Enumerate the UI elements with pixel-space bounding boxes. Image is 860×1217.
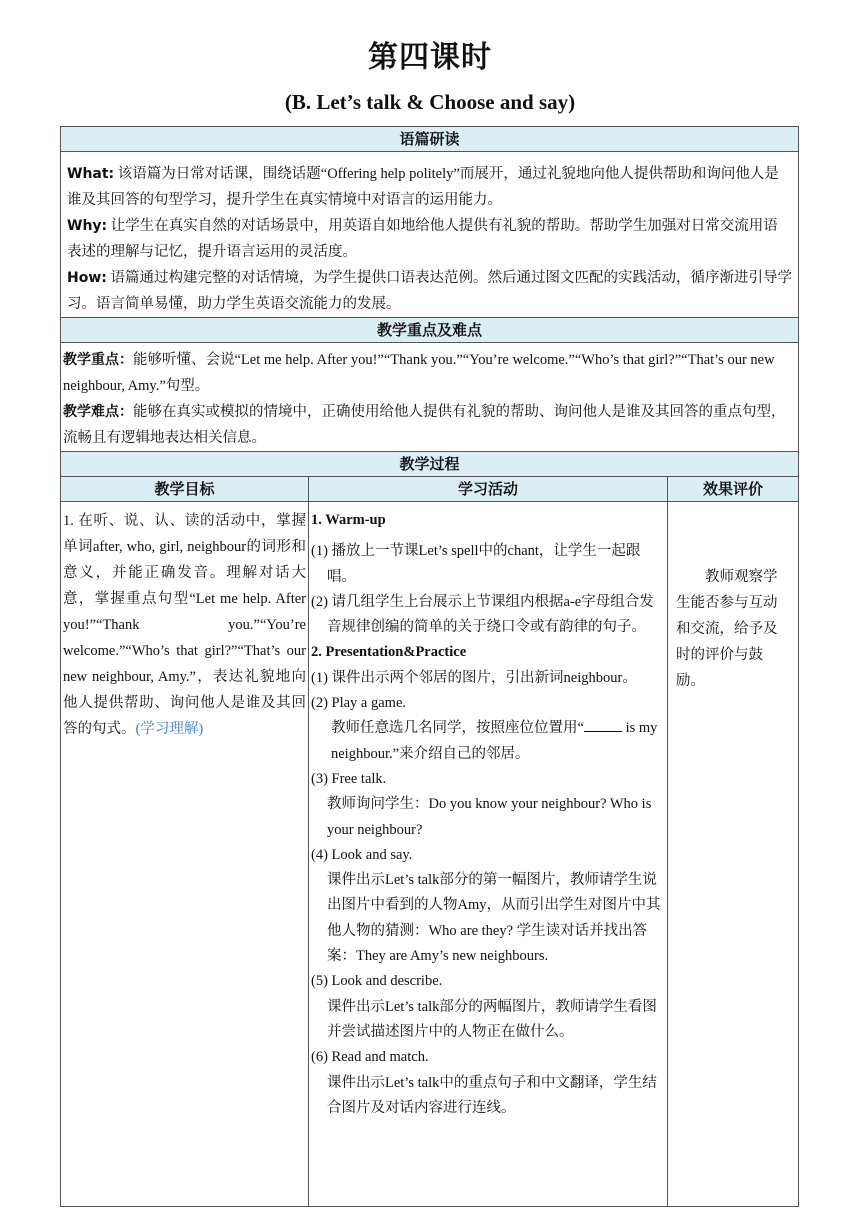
warmup-step-1: (1) 播放上一节课Let’s spell中的chant，让学生一起跟唱。 bbox=[311, 543, 641, 585]
practice-step-6-detail: 课件出示Let’s talk中的重点句子和中文翻译，学生结合图片及对话内容进行连线。 bbox=[327, 1074, 657, 1116]
fill-blank bbox=[584, 717, 622, 732]
presentation-title: 2. Presentation&Practice bbox=[311, 644, 467, 661]
column-header-goal: 教学目标 bbox=[61, 477, 309, 502]
practice-step-5-detail: 课件出示Let’s talk部分的两幅图片，教师请学生看图并尝试描述图片中的人物正在做什么。 bbox=[327, 998, 657, 1040]
practice-step-4-detail: 课件出示Let’s talk部分的第一幅图片，教师请学生说出图片中看到的人物Amy，从而引出学生对图片中其他人物的猜测：Who are they? 学生读对话并找出答案：They are Amy’s new neighbours. bbox=[327, 872, 661, 965]
what-paragraph: What: 该语篇为日常对话课，围绕话题“Offering help politely”而展开，通过礼貌地向他人提供帮助和询问他人是谁及其回答的句型学习，提升学生在真实情境中对语言的运用能力。 bbox=[67, 166, 779, 208]
practice-step-2-detail: 教师任意选几名同学，按照座位位置用“ is my neighbour.”来介绍自己的邻居。 bbox=[311, 716, 665, 767]
learning-activity-cell bbox=[309, 502, 668, 1207]
warmup-step-2: (2) 请几组学生上台展示上节课组内根据a-e字母组合发音规律创编的简单的关于绕口令或有韵律的句子。 bbox=[311, 593, 654, 636]
section-heading-text-analysis: 语篇研读 bbox=[61, 127, 799, 152]
practice-step-3-detail: 教师询问学生：Do you know your neighbour? Who is your neighbour? bbox=[327, 796, 652, 838]
evaluation-cell bbox=[668, 502, 799, 1207]
how-paragraph: How: 语篇通过构建完整的对话情境，为学生提供口语表达范例。然后通过图文匹配的实践活动，循序渐进引导学习。语言简单易懂，助力学生英语交流能力的发展。 bbox=[67, 270, 792, 312]
why-paragraph: Why: 让学生在真实自然的对话场景中，用英语自如地给他人提供有礼貌的帮助。帮助学生加强对日常交流用语表述的理解与记忆，提升语言运用的灵活度。 bbox=[67, 218, 778, 260]
teaching-difficulty: 教学难点：能够在真实或模拟的情境中，正确使用给他人提供有礼貌的帮助、询问他人是谁及其回答的重点句型，流畅且有逻辑地表达相关信息。 bbox=[63, 404, 786, 446]
evaluation-text: 教师观察学生能否参与互动和交流，给予及时的评价与鼓励。 bbox=[676, 569, 778, 689]
teaching-goal-cell: 1. 在听、说、认、读的活动中，掌握单词after, who, girl, neighbour的词形和意义，并能正确发音。理解对话大意，掌握重点句型“Let me help. After you!”“Thank you.”“You’re welcome.”“Who’s that girl?”“That’s our new neighbour, Amy.”，表达礼貌地向他人提供帮助、询问他人是谁及其回答的句式。(学习理解) bbox=[61, 502, 309, 1207]
lesson-subtitle: (B. Let’s talk & Choose and say) bbox=[284, 90, 576, 114]
goal-tag: (学习理解) bbox=[135, 721, 204, 737]
lesson-plan-table bbox=[60, 126, 799, 1207]
column-header-evaluation: 效果评价 bbox=[668, 477, 799, 502]
practice-step-3: (3) Free talk. bbox=[311, 770, 387, 787]
page-title: 第四课时 bbox=[368, 40, 492, 75]
key-points-cell bbox=[61, 343, 799, 452]
section-heading-process: 教学过程 bbox=[61, 452, 799, 477]
section-heading-key-points: 教学重点及难点 bbox=[61, 318, 799, 343]
practice-step-4: (4) Look and say. bbox=[311, 846, 413, 863]
practice-step-6: (6) Read and match. bbox=[311, 1049, 429, 1066]
teaching-focus: 教学重点：能够听懂、会说“Let me help. After you!”“Thank you.”“You’re welcome.”“Who’s that girl?”“That’s our new neighbour, Amy.”句型。 bbox=[63, 352, 775, 394]
practice-step-1: (1) 课件出示两个邻居的图片，引出新词neighbour。 bbox=[311, 669, 637, 686]
text-analysis-cell bbox=[61, 152, 799, 318]
column-header-activity: 学习活动 bbox=[309, 477, 668, 502]
practice-step-5: (5) Look and describe. bbox=[311, 973, 443, 990]
practice-step-2: (2) Play a game. bbox=[311, 695, 407, 712]
warmup-title: 1. Warm-up bbox=[311, 512, 386, 528]
